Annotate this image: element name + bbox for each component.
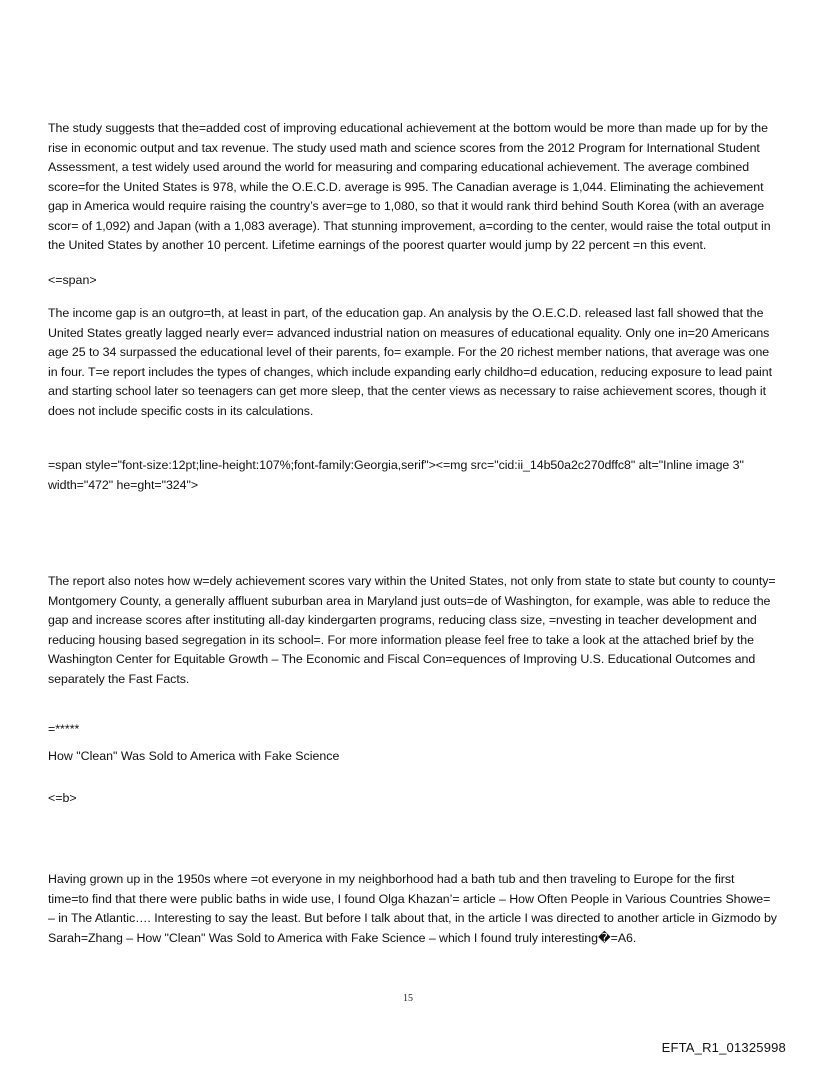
body-paragraph-clean-article: Having grown up in the 1950s where =ot everyone in my neighborhood had a bath tub and then traveling to Europe for the first time=to find that there were public baths in wide use, I found Olga Khazan’= article – How Often People in Various Countries Showe= – in The Atlantic…. Interesting to say the least. But before I talk about that, in the article I was directed to another article in Gizmodo by Sarah=Zhang – How "Clean" Was Sold to America with Fake Science – which I found truly interesting�=A6. [48, 872, 777, 945]
span-tag-text: <=span> [48, 273, 97, 287]
article-heading: How "Clean" Was Sold to America with Fake Science [48, 749, 340, 763]
body-paragraph-achievement-costs: The study suggests that the=added cost of improving educational achievement at the bottom would be more than made up for by the rise in economic output and tax revenue. The study used math and science scores from the 2012 Program for International Student Assessment, a test widely used around the world for measuring and comparing educational achievement. The average combined score=for the United States is 978, while the O.E.C.D. average is 995. The Canadian average is 1,044. Eliminating the achievement gap in America would require raising the country’s aver=ge to 1,080, so that it would rank third behind South Korea (with an average scor= of 1,092) and Japan (with a 1,083 average). That stunning improvement, a=cording to the center, would raise the total output in the United States by another 10 percent. Lifetime earnings of the poorest quarter would jump by 22 percent =n this event. [48, 121, 771, 252]
bates-number: EFTA_R1_01325998 [661, 1040, 786, 1055]
body-paragraph-income-gap: The income gap is an outgro=th, at least in part, of the education gap. An analysis by the O.E.C.D. released last fall showed that the United States greatly lagged nearly ever= advanced industrial nation on measures of educational equality. Only one in=20 Americans age 25 to 34 surpassed the educational level of their parents, fo= example. For the 20 richest member nations, that average was one in four. T=e report includes the types of changes, which include expanding early childho=d education, reducing exposure to lead paint and starting school later so teenagers can get more sleep, that the center views as necessary to raise achievement scores, though it does not include specific costs in its calculations. [48, 306, 772, 418]
page-number: 15 [403, 993, 413, 1004]
bold-tag-text: <=b> [48, 791, 77, 805]
inline-image-html-code: =span style="font-size:12pt;line-height:107%;font-family:Georgia,serif"><=mg src="cid:ii_14b50a2c270dffc8" alt="Inline image 3" width="472" he=ght="324"> [48, 458, 744, 492]
separator-text: =***** [48, 722, 80, 736]
body-paragraph-report-notes: The report also notes how w=dely achievement scores vary within the United States, not only from state to state but county to county= Montgomery County, a generally affluent suburban area in Maryland just outs=de of Washington, for example, was able to reduce the gap and increase scores after instituting all-day kindergarten programs, reducing class size, =nvesting in teacher development and reducing housing based segregation in its school=. For more information please feel free to take a look at the attached brief by the Washington Center for Equitable Growth – The Economic and Fiscal Con=equences of Improving U.S. Educational Outcomes and separately the Fast Facts. [48, 574, 776, 686]
